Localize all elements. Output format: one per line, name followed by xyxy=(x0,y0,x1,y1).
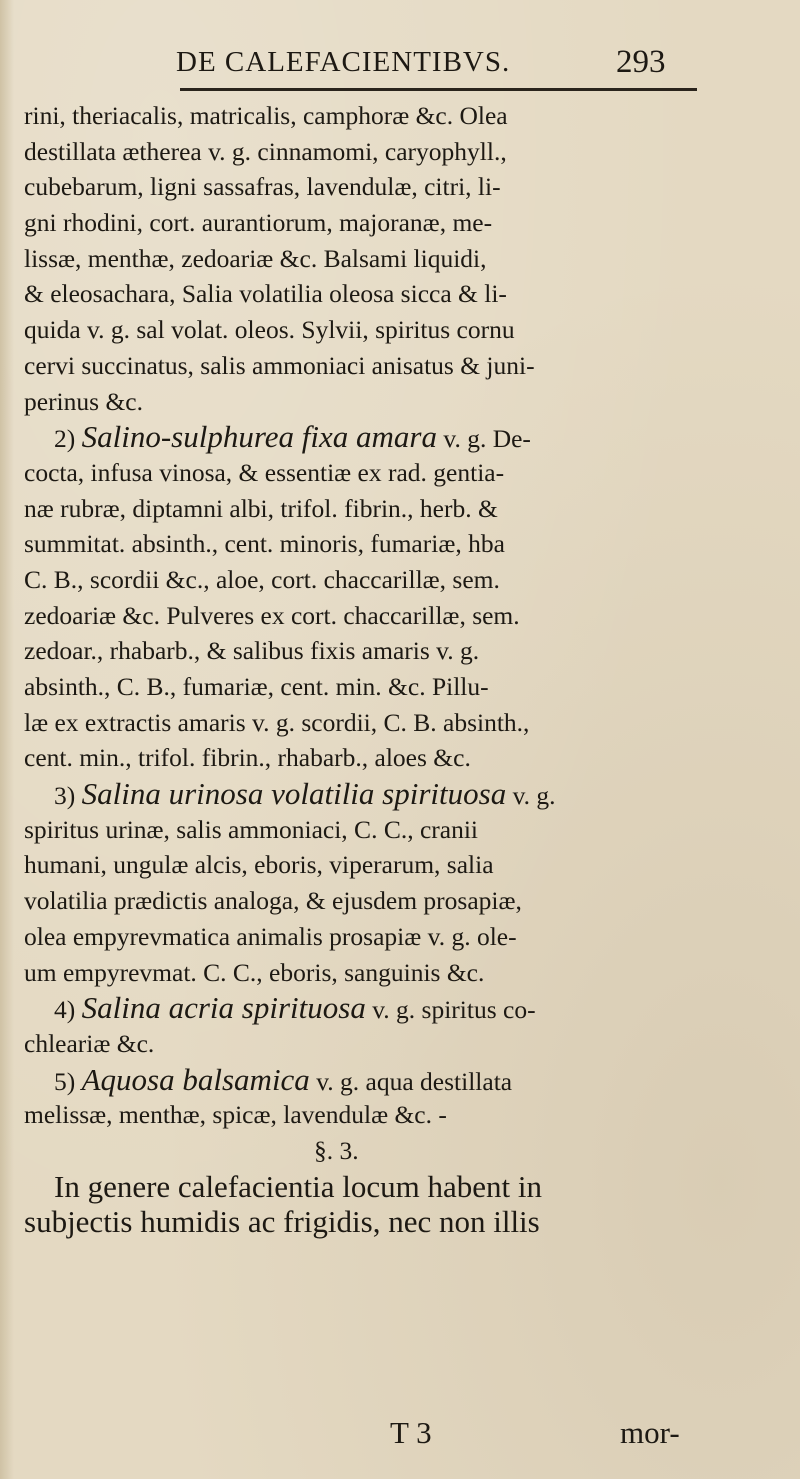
text-line: cocta, infusa vinosa, & essentiæ ex rad. gentia- xyxy=(24,457,505,487)
item-3-title: Salina urinosa volatilia spirituosa xyxy=(81,776,507,812)
text-line: cubebarum, ligni sassafras, lavendulæ, citri, li- xyxy=(24,172,501,202)
text-line: rini, theriacalis, matricalis, camphoræ &c. Olea xyxy=(24,101,508,130)
text-line: næ rubræ, diptamni albi, trifol. fibrin., herb. & xyxy=(24,493,498,523)
signature-mark: T 3 xyxy=(390,1415,432,1450)
item-4-heading xyxy=(14,990,714,1026)
text-line: C. B., scordii &c., aloe, cort. chaccarillæ, sem. xyxy=(24,564,500,594)
text-line: humani, ungulæ alcis, eboris, viperarum, salia xyxy=(24,850,494,880)
page-footer xyxy=(0,1415,800,1461)
catchword: mor- xyxy=(620,1415,680,1450)
body-text xyxy=(14,98,714,1240)
item-2-line: v. g. De- xyxy=(443,424,531,454)
item-2-number: 2) xyxy=(54,424,76,454)
section-text-line: subjectis humidis ac frigidis, nec non illis xyxy=(24,1204,540,1240)
text-line: zedoar., rhabarb., & salibus fixis amaris v. g. xyxy=(24,636,480,666)
item-2-title: Salino-sulphurea fixa amara xyxy=(81,419,437,455)
page-header xyxy=(0,44,800,94)
text-line: cent. min., trifol. fibrin., rhabarb., aloes &c. xyxy=(24,743,471,773)
text-line: volatilia prædictis analoga, & ejusdem prosapiæ, xyxy=(24,886,522,916)
text-line: quida v. g. sal volat. oleos. Sylvii, spiritus cornu xyxy=(24,315,515,345)
item-2-heading xyxy=(14,419,714,455)
text-line: summitat. absinth., cent. minoris, fumariæ, hba xyxy=(24,529,505,559)
text-line: lissæ, menthæ, zedoariæ &c. Balsami liquidi, xyxy=(24,243,487,273)
text-line: cervi succinatus, salis ammoniaci anisatus & juni- xyxy=(24,350,535,380)
item-4-title: Salina acria spirituosa xyxy=(81,990,366,1026)
item-3-line: v. g. xyxy=(512,781,556,811)
text-line: & eleosachara, Salia volatilia oleosa sicca & li- xyxy=(24,279,507,309)
item-5-title: Aquosa balsamica xyxy=(81,1061,310,1097)
item-5-heading xyxy=(14,1062,714,1098)
text-line: um empyrevmat. C. C., eboris, sanguinis &c. xyxy=(24,957,485,987)
text-line: olea empyrevmatica animalis prosapiæ v. g. ole- xyxy=(24,921,517,951)
item-3-number: 3) xyxy=(54,781,76,811)
page-number: 293 xyxy=(616,44,666,80)
item-3-heading xyxy=(14,776,714,812)
item-4-line: v. g. spiritus co- xyxy=(372,995,536,1025)
text-line: melissæ, menthæ, spicæ, lavendulæ &c. - xyxy=(24,1100,447,1130)
item-5-number: 5) xyxy=(54,1066,76,1096)
running-title: DE CALEFACIENTIBVS. xyxy=(176,46,511,78)
section-text-line: In genere calefacientia locum habent in xyxy=(54,1168,542,1204)
page-gutter-shadow xyxy=(0,0,14,1479)
header-rule xyxy=(180,88,697,91)
text-line: absinth., C. B., fumariæ, cent. min. &c. Pillu- xyxy=(24,672,489,701)
text-line: gni rhodini, cort. aurantiorum, majoranæ, me- xyxy=(24,208,493,238)
text-line: spiritus urinæ, salis ammoniaci, C. C., cranii xyxy=(24,814,478,844)
text-line: chleariæ &c. xyxy=(24,1028,155,1058)
item-4-number: 4) xyxy=(54,995,76,1025)
item-5-line: v. g. aqua destillata xyxy=(316,1066,513,1096)
text-line: perinus &c. xyxy=(24,386,143,416)
section-sign: §. 3. xyxy=(314,1135,359,1165)
text-line: destillata ætherea v. g. cinnamomi, caryophyll., xyxy=(24,136,507,166)
text-line: zedoariæ &c. Pulveres ex cort. chaccarillæ, sem. xyxy=(24,600,520,630)
text-line: læ ex extractis amaris v. g. scordii, C. B. absinth., xyxy=(24,707,530,737)
